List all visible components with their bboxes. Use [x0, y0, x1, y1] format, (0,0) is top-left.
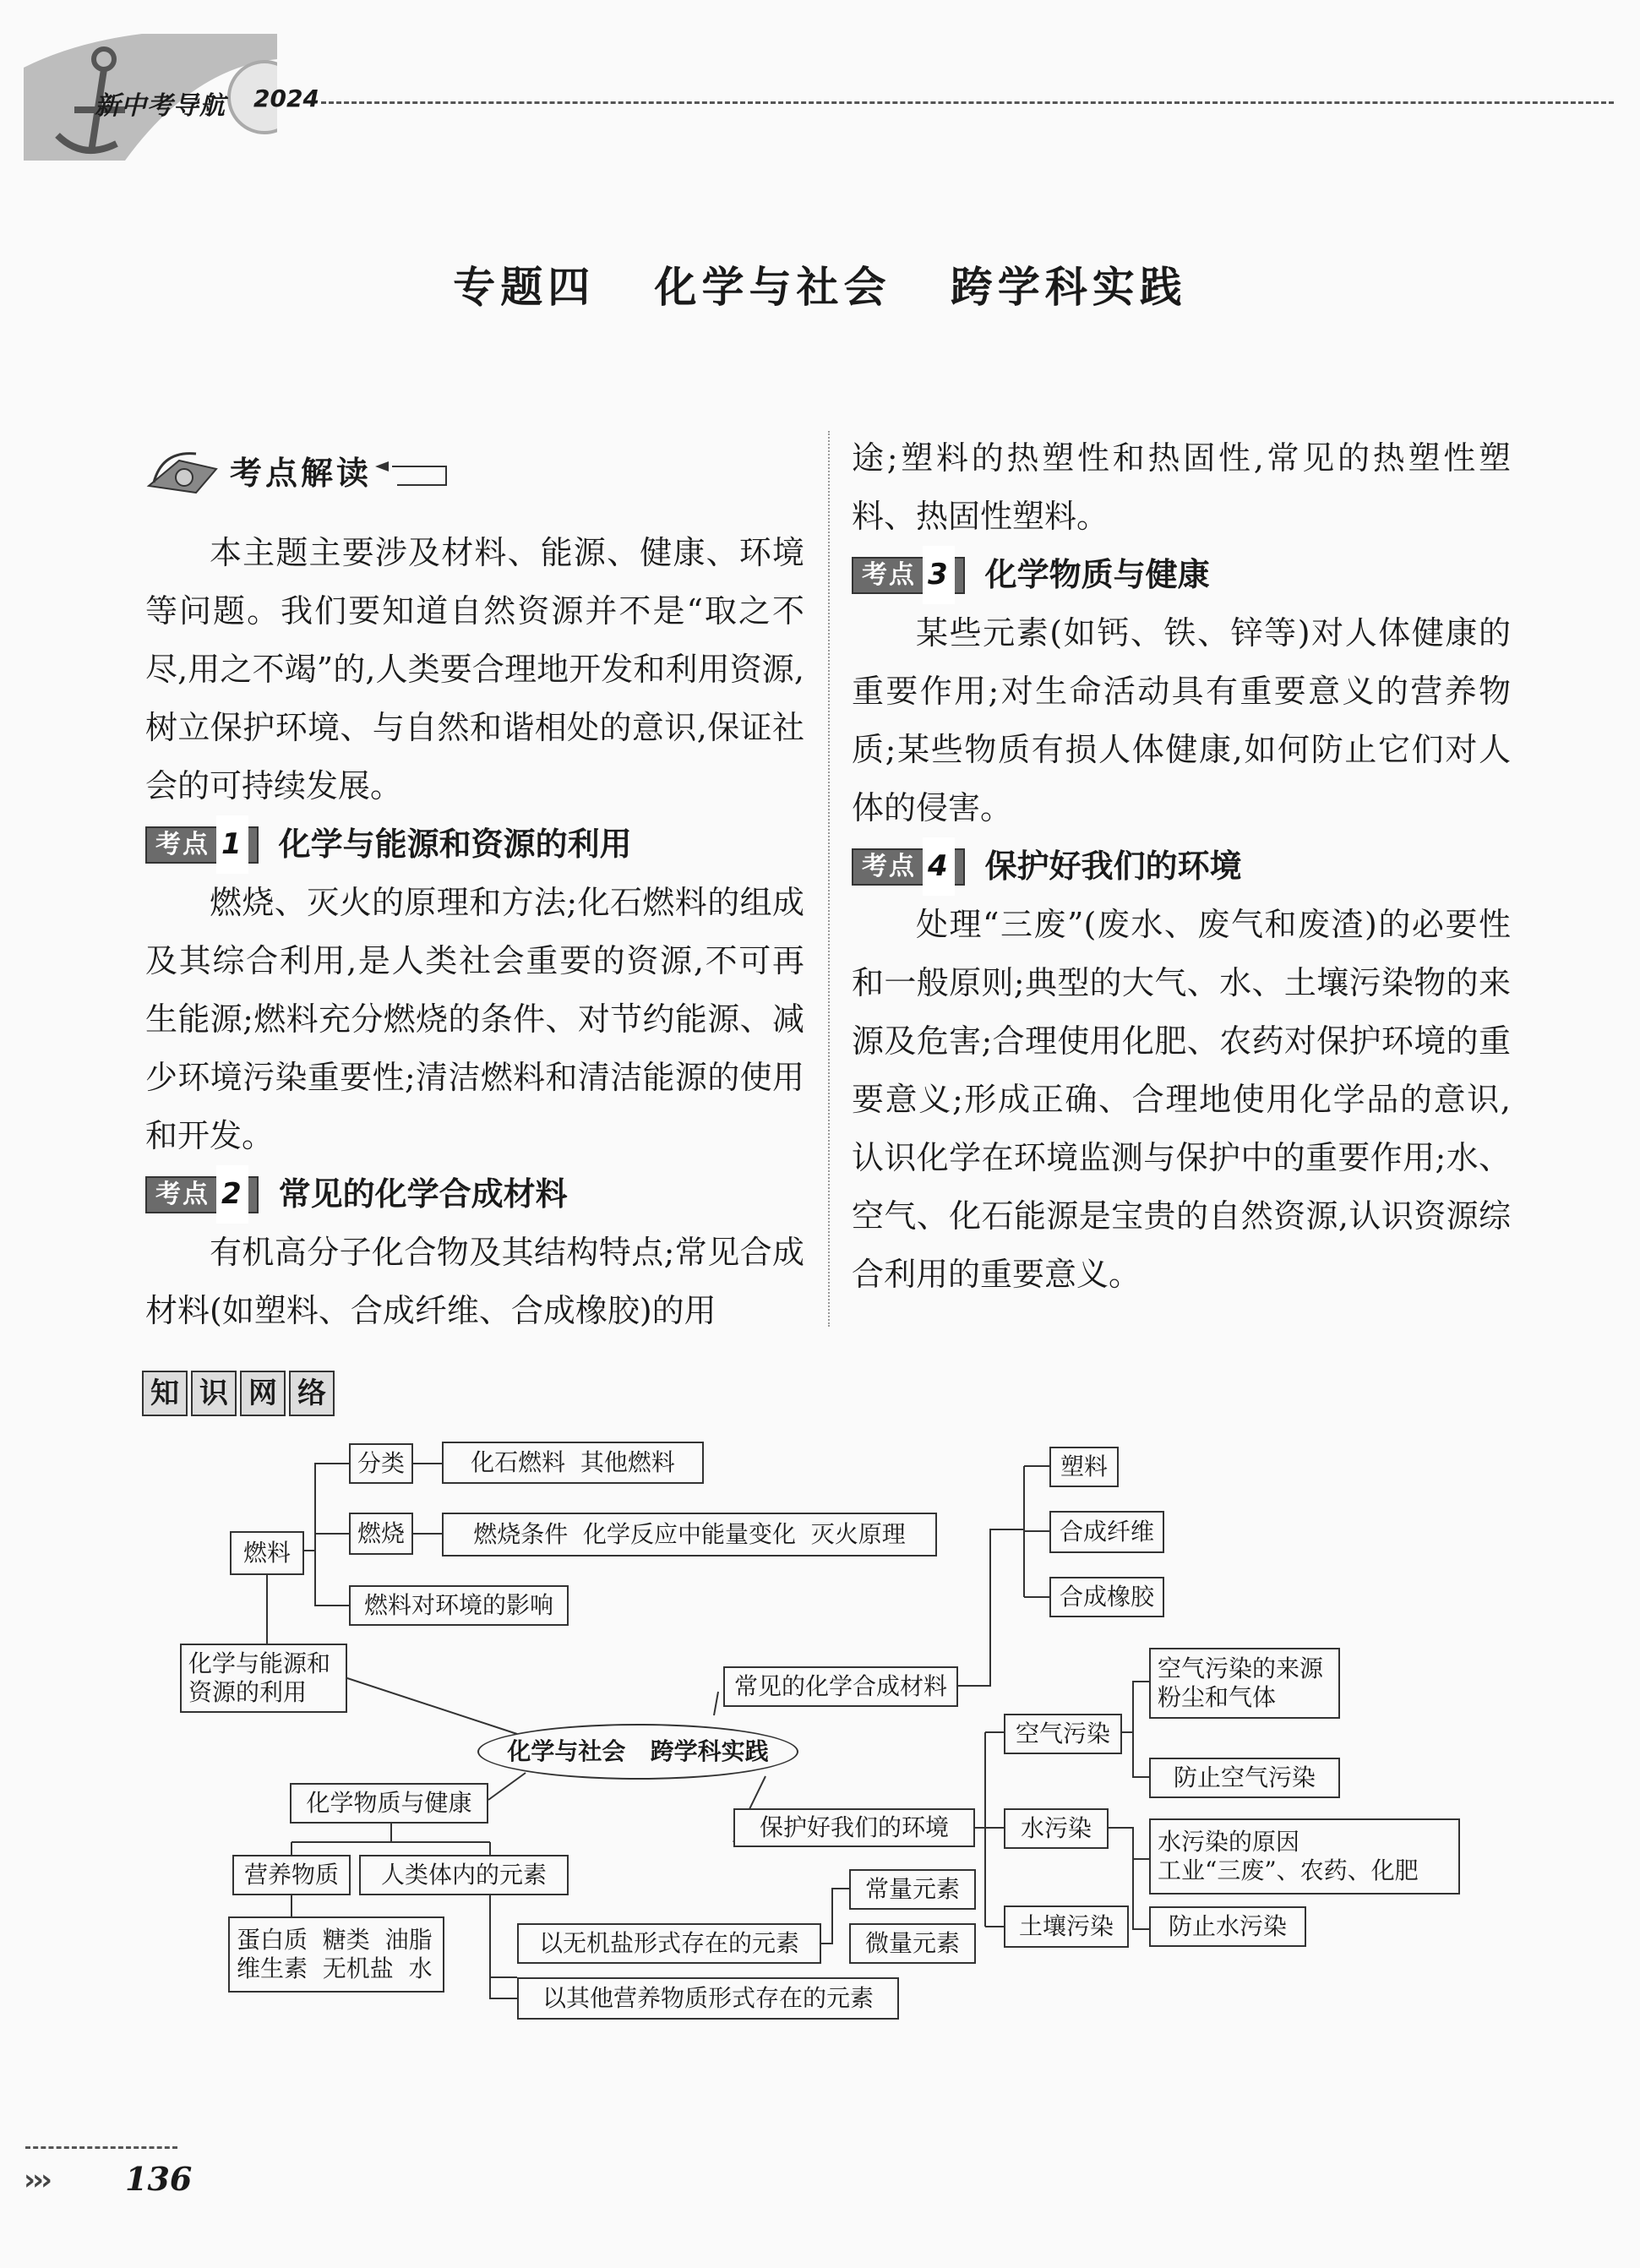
topic-1-text: 燃烧、灭火的原理和方法;化石燃料的组成及其综合利用,是人类社会重要的资源,不可再生能源;燃料充分燃烧的条件、对节约能源、减少环境污染重要性;清洁燃料和清洁能源的使用和开发。	[145, 884, 804, 1154]
node-energy: 化学与能源和 资源的利用	[180, 1644, 347, 1713]
topic-2-text-right: 途;塑料的热塑性和热固性,常见的热塑性塑料、热固性塑料。	[852, 439, 1511, 535]
topic-tag: 考点 1	[145, 826, 259, 864]
node-air-prevent: 防止空气污染	[1149, 1758, 1340, 1798]
node-air-source: 空气污染的来源 粉尘和气体	[1149, 1648, 1340, 1719]
intro-paragraph: 本主题主要涉及材料、能源、健康、环境等问题。我们要知道自然资源并不是“取之不尽,用之不竭”的,人类要合理地开发和利用资源,树立保护环境、与自然和谐相处的意识,保证社会的可持续发展。	[145, 534, 804, 804]
node-classify: 分类	[349, 1443, 413, 1484]
node-body-elements: 人类体内的元素	[359, 1855, 569, 1895]
node-fuel: 燃料	[230, 1531, 304, 1575]
topic-1-title: 化学与能源和资源的利用	[278, 826, 632, 863]
node-burn: 燃烧	[349, 1513, 413, 1555]
tag-char: 络	[289, 1371, 335, 1416]
topic-4-title: 保护好我们的环境	[984, 848, 1242, 885]
node-water-cause: 水污染的原因 工业“三废”、农药、化肥	[1149, 1818, 1460, 1895]
topic-3-text: 某些元素(如钙、铁、锌等)对人体健康的重要作用;对生命活动具有重要意义的营养物质;某些物质有损人体健康,如何防止它们对人体的侵害。	[852, 614, 1511, 826]
node-other-nutrient: 以其他营养物质形式存在的元素	[517, 1977, 899, 2020]
topic-3-title: 化学物质与健康	[984, 556, 1210, 593]
node-plastic: 塑料	[1049, 1447, 1119, 1487]
node-inorganic: 以无机盐形式存在的元素	[517, 1923, 821, 1964]
node-air: 空气污染	[1004, 1714, 1122, 1754]
page-title: 专题四 化学与社会 跨学科实践	[453, 263, 1187, 312]
topic-tag: 考点 3	[852, 557, 965, 594]
node-fiber: 合成纤维	[1049, 1511, 1164, 1553]
node-water: 水污染	[1004, 1808, 1109, 1849]
intro-heading-text: 考点解读	[230, 454, 373, 492]
node-micro: 微量元素	[849, 1923, 976, 1964]
header-year: 2024	[253, 85, 319, 112]
header-brand: 新中考导航	[95, 91, 226, 121]
tag-char: 识	[191, 1371, 237, 1416]
footer-arrows-icon: ›››	[24, 2163, 50, 2197]
node-fuel-env: 燃料对环境的影响	[349, 1585, 569, 1626]
node-macro: 常量元素	[849, 1869, 976, 1910]
topic-2-text-left: 有机高分子化合物及其结构特点;常见合成材料(如塑料、合成纤维、合成橡胶)的用	[145, 1234, 804, 1329]
node-materials: 常见的化学合成材料	[723, 1666, 958, 1707]
node-classify-detail: 化石燃料 其他燃料	[442, 1442, 704, 1484]
node-water-prevent: 防止水污染	[1149, 1906, 1306, 1947]
tag-char: 知	[142, 1371, 188, 1416]
page-number: 136	[125, 2160, 193, 2198]
node-burn-detail: 燃烧条件 化学反应中能量变化 灭火原理	[442, 1513, 937, 1557]
node-protect: 保护好我们的环境	[733, 1808, 975, 1847]
node-nutrients: 营养物质	[232, 1855, 351, 1895]
topic-4-text: 处理“三废”(废水、废气和废渣)的必要性和一般原则;典型的大气、水、土壤污染物的来源及危害;合理使用化肥、农药对保护环境的重要意义;形成正确、合理地使用化学品的意识,认识化学在环境监测与保护中的重要作用;水、空气、化石能源是宝贵的自然资源,认识资源综合利用的重要意义。	[852, 906, 1511, 1293]
node-soil: 土壤污染	[1004, 1905, 1129, 1948]
topic-tag: 考点 2	[145, 1176, 259, 1213]
node-rubber: 合成橡胶	[1049, 1577, 1164, 1617]
node-nutrients-detail: 蛋白质 糖类 油脂 维生素 无机盐 水	[228, 1916, 444, 1993]
footer-divider	[25, 2146, 177, 2149]
node-health: 化学物质与健康	[290, 1783, 488, 1824]
mindmap-center: 化学与社会 跨学科实践	[477, 1724, 798, 1780]
topic-tag: 考点 4	[852, 848, 965, 886]
tag-char: 网	[240, 1371, 286, 1416]
topic-2-title: 常见的化学合成材料	[278, 1175, 568, 1213]
